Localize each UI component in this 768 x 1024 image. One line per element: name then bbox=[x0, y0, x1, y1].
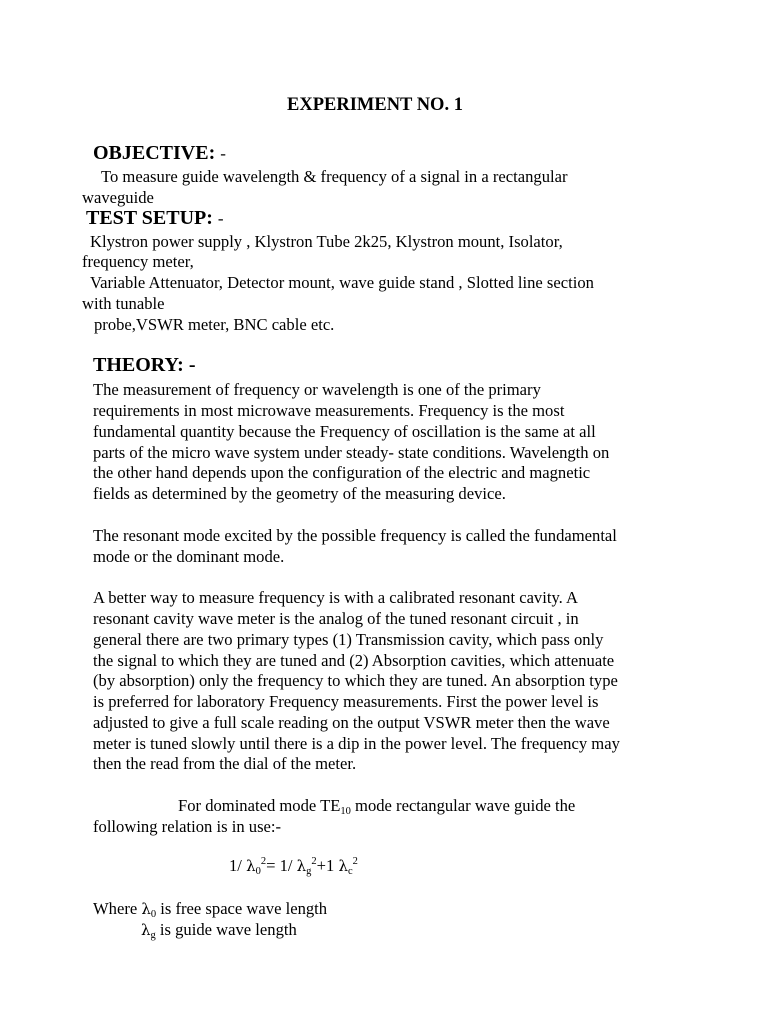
definition-subscript: 0 bbox=[150, 909, 157, 920]
lambda-symbol: λ bbox=[141, 900, 151, 918]
definition-subscript: g bbox=[150, 930, 156, 941]
test-setup-line: Klystron power supply , Klystron Tube 2k25, Klystron mount, Isolator, bbox=[90, 232, 563, 251]
formula-superscript: 2 bbox=[260, 856, 267, 867]
test-setup-heading-dash: - bbox=[217, 209, 224, 228]
te-mode-text-tail: mode rectangular wave guide the bbox=[350, 796, 576, 815]
formula-superscript: 2 bbox=[311, 856, 317, 867]
theory-paragraph-3-line: A better way to measure frequency is with a calibrated resonant cavity. A bbox=[93, 588, 579, 607]
wavelength-formula bbox=[229, 856, 358, 876]
objective-heading-dash: - bbox=[220, 144, 226, 163]
formula-subscript: 0 bbox=[255, 866, 261, 877]
objective-line: To measure guide wavelength & frequency of a signal in a rectangular bbox=[101, 167, 568, 186]
lambda-symbol: λ bbox=[296, 857, 307, 875]
theory-paragraph-3-line: the signal to which they are tuned and (2) Absorption cavities, which attenuate bbox=[93, 651, 615, 670]
formula-part: +1 bbox=[316, 856, 339, 875]
definition-text: is free space wave length bbox=[156, 899, 328, 918]
theory-paragraph-3-line: (by absorption) only the frequency to which they are tuned. An absorption type bbox=[93, 671, 618, 690]
test-setup-line: Variable Attenuator, Detector mount, wave guide stand , Slotted line section bbox=[90, 273, 594, 292]
formula-subscript: g bbox=[306, 866, 312, 877]
theory-paragraph-3-line: then the read from the dial of the meter. bbox=[93, 754, 357, 773]
theory-paragraph-2-line: mode or the dominant mode. bbox=[93, 547, 285, 566]
theory-paragraph-1-line: requirements in most microwave measurements. Frequency is the most bbox=[93, 401, 565, 420]
lambda-symbol: λ bbox=[338, 857, 348, 875]
theory-heading-dash: - bbox=[188, 354, 196, 376]
theory-paragraph-4-line bbox=[178, 795, 575, 816]
theory-paragraph-4-line: following relation is in use:- bbox=[93, 817, 282, 836]
formula-part: = 1/ bbox=[266, 856, 297, 875]
test-setup-heading bbox=[86, 207, 224, 230]
theory-paragraph-1-line: the other hand depends upon the configuration of the electric and magnetic bbox=[93, 463, 591, 482]
te-mode-subscript: 10 bbox=[340, 806, 351, 817]
lambda-symbol: λ bbox=[246, 857, 256, 875]
test-setup-heading-text: TEST SETUP: bbox=[86, 207, 213, 229]
where-definition-line bbox=[141, 919, 297, 941]
te-mode-text: For dominated mode TE bbox=[178, 796, 341, 815]
formula-subscript: c bbox=[347, 866, 353, 877]
objective-line: waveguide bbox=[82, 188, 154, 207]
theory-paragraph-3-line: resonant cavity wave meter is the analog of the tuned resonant circuit , in bbox=[93, 609, 579, 628]
test-setup-line: frequency meter, bbox=[82, 252, 194, 271]
where-word: Where bbox=[93, 899, 138, 918]
theory-paragraph-3-line: general there are two primary types (1) Transmission cavity, which pass only bbox=[93, 630, 604, 649]
test-setup-line: with tunable bbox=[82, 294, 165, 313]
formula-part: 1/ bbox=[229, 856, 247, 875]
theory-paragraph-3-line: adjusted to give a full scale reading on the output VSWR meter then the wave bbox=[93, 713, 610, 732]
formula-superscript: 2 bbox=[352, 856, 358, 867]
theory-paragraph-3-line: meter is tuned slowly until there is a dip in the power level. The frequency may bbox=[93, 734, 620, 753]
theory-paragraph-1-line: The measurement of frequency or wavelength is one of the primary bbox=[93, 380, 541, 399]
test-setup-line: probe,VSWR meter, BNC cable etc. bbox=[94, 315, 335, 334]
theory-paragraph-1-line: fundamental quantity because the Frequency of oscillation is the same at all bbox=[93, 422, 596, 441]
definition-text: is guide wave length bbox=[155, 920, 297, 939]
theory-paragraph-1-line: fields as determined by the geometry of the measuring device. bbox=[93, 484, 506, 503]
where-definition-line bbox=[93, 898, 327, 920]
theory-paragraph-3-line: is preferred for laboratory Frequency measurements. First the power level is bbox=[93, 692, 599, 711]
lambda-symbol: λ bbox=[141, 921, 151, 939]
objective-heading bbox=[93, 142, 226, 165]
theory-heading-text: THEORY: bbox=[93, 354, 184, 376]
objective-heading-text: OBJECTIVE: bbox=[93, 142, 216, 164]
theory-paragraph-2-line: The resonant mode excited by the possible frequency is called the fundamental bbox=[93, 526, 617, 545]
page-title: EXPERIMENT NO. 1 bbox=[287, 95, 463, 115]
theory-paragraph-1-line: parts of the micro wave system under steady- state conditions. Wavelength on bbox=[93, 443, 610, 462]
theory-heading bbox=[93, 354, 195, 377]
